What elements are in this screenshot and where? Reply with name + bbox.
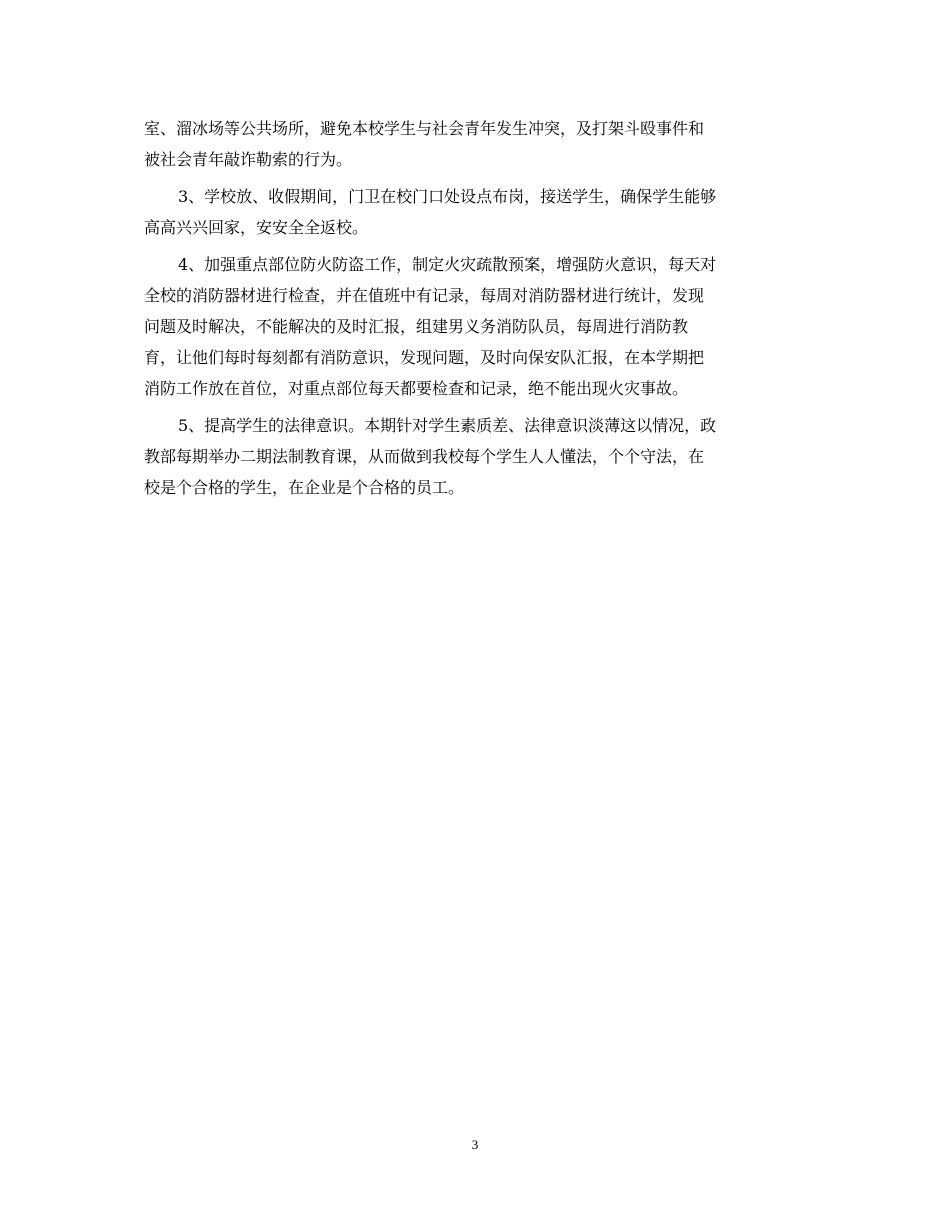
text-line: 消防工作放在首位，对重点部位每天都要检查和记录，绝不能出现火灾事故。 bbox=[144, 379, 689, 398]
text-line: 5、提高学生的法律意识。本期针对学生素质差、法律意识淡薄这以情况，政 bbox=[178, 416, 717, 435]
text-line: 高高兴兴回家，安安全全返校。 bbox=[144, 218, 369, 237]
paragraph-item-3 bbox=[144, 181, 809, 243]
document-body bbox=[144, 113, 809, 503]
text-line: 被社会青年敲诈勒索的行为。 bbox=[144, 150, 353, 169]
text-line: 校是个合格的学生，在企业是个合格的员工。 bbox=[144, 478, 465, 497]
text-line: 室、溜冰场等公共场所，避免本校学生与社会青年发生冲突，及打架斗殴事件和 bbox=[144, 119, 705, 138]
text-line: 4、加强重点部位防火防盗工作，制定火灾疏散预案，增强防火意识，每天对 bbox=[178, 255, 717, 274]
paragraph-item-4 bbox=[144, 249, 809, 404]
text-line: 全校的消防器材进行检查，并在值班中有记录，每周对消防器材进行统计，发现 bbox=[144, 286, 705, 305]
text-line: 教部每期举办二期法制教育课，从而做到我校每个学生人人懂法，个个守法，在 bbox=[144, 447, 705, 466]
text-line: 育，让他们每时每刻都有消防意识，发现问题，及时向保安队汇报，在本学期把 bbox=[144, 348, 705, 367]
paragraph-item-5 bbox=[144, 410, 809, 503]
paragraph-continued bbox=[144, 113, 809, 175]
page-number: 3 bbox=[471, 1137, 479, 1152]
text-line: 问题及时解决，不能解决的及时汇报，组建男义务消防队员，每周进行消防教 bbox=[144, 317, 689, 336]
text-line: 3、学校放、收假期间，门卫在校门口处设点布岗，接送学生，确保学生能够 bbox=[178, 187, 717, 206]
